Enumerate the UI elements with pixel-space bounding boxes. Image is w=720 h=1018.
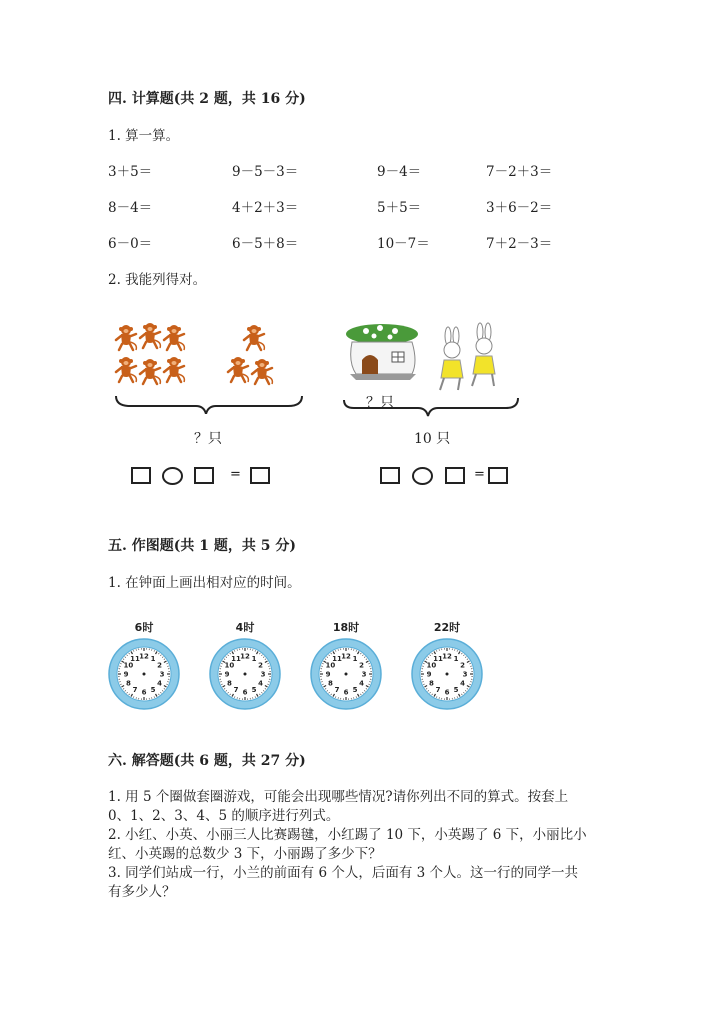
clock-face[interactable] [310, 638, 382, 710]
clock-number: 5 [251, 686, 257, 695]
clock-number: 4 [157, 679, 163, 688]
clock-number: 12 [442, 652, 452, 661]
clock-number: 11 [130, 654, 140, 663]
operator-circle[interactable] [412, 467, 433, 485]
clock-label: 22时 [433, 621, 461, 634]
clock-number: 4 [460, 679, 466, 688]
arith-item: 3＋5＝ [108, 164, 153, 180]
q1-draw-label: 1. 在钟面上画出相对应的时间。 [108, 575, 301, 591]
clock-number: 9 [426, 670, 432, 679]
text-line: 有多少人？ [108, 884, 176, 900]
arith-item: 4＋2＋3＝ [232, 200, 299, 216]
clock-number: 12 [240, 652, 250, 661]
clock-number: 5 [453, 686, 459, 695]
equals-sign: = [474, 467, 485, 482]
clock-number: 6 [242, 688, 248, 697]
clock-label: 4时 [235, 621, 255, 634]
clock-number: 4 [359, 679, 365, 688]
monkey-group-right [228, 325, 272, 384]
left-brace-label: ？只 [194, 431, 222, 447]
arith-item: 7＋2－3＝ [486, 236, 553, 252]
operator-circle[interactable] [162, 467, 183, 485]
arith-item: 7－2＋3＝ [486, 164, 553, 180]
clock-number: 5 [352, 686, 358, 695]
clock-face[interactable] [108, 638, 180, 710]
clock-number: 8 [125, 679, 131, 688]
clock-number: 6 [343, 688, 349, 697]
clock-center [345, 673, 348, 676]
clock-number: 7 [132, 686, 138, 695]
clock-number: 4 [258, 679, 264, 688]
arith-item: 6－0＝ [108, 236, 153, 252]
arith-item: 3＋6－2＝ [486, 200, 553, 216]
clock-number: 8 [226, 679, 232, 688]
clock-number: 1 [453, 654, 459, 663]
clock-center [244, 673, 247, 676]
clock-number: 9 [123, 670, 129, 679]
clock-number: 8 [327, 679, 333, 688]
q2-label: 2. 我能列得对。 [108, 272, 207, 288]
clock-number: 3 [159, 670, 165, 679]
clock-number: 2 [359, 661, 365, 670]
arith-item: 8－4＝ [108, 200, 153, 216]
clock-center [446, 673, 449, 676]
arith-item: 5＋5＝ [377, 200, 422, 216]
monkeys-illustration [112, 318, 312, 414]
clock-number: 2 [157, 661, 163, 670]
clock-number: 1 [352, 654, 358, 663]
section4-title: 四. 计算题(共 2 题，共 16 分) [108, 91, 306, 107]
answer-box[interactable] [445, 467, 465, 484]
text-line: 1. 用 5 个圈做套圈游戏，可能会出现哪些情况?请你列出不同的算式。按套上 [108, 789, 569, 805]
monkey-group-left [116, 323, 184, 384]
answer-box[interactable] [488, 467, 508, 484]
mushroom-house-icon [346, 324, 418, 380]
clock-number: 12 [341, 652, 351, 661]
clock-number: 2 [258, 661, 264, 670]
clock-number: 3 [462, 670, 468, 679]
clock-number: 11 [332, 654, 342, 663]
clock-number: 11 [433, 654, 443, 663]
clock-number: 3 [260, 670, 266, 679]
clock-number: 9 [325, 670, 331, 679]
clock-number: 10 [123, 661, 134, 670]
section6-title: 六. 解答题(共 6 题，共 27 分) [108, 753, 306, 769]
text-line: 3. 同学们站成一行，小兰的前面有 6 个人，后面有 3 个人。这一行的同学一共 [108, 865, 579, 881]
clock-number: 9 [224, 670, 230, 679]
clock-number: 10 [224, 661, 235, 670]
clock-center [143, 673, 146, 676]
answer-box[interactable] [250, 467, 270, 484]
right-brace-label: 10 只 [414, 431, 451, 447]
clock-number: 11 [231, 654, 241, 663]
text-line: 2. 小红、小英、小丽三人比赛踢毽，小红踢了 10 下，小英踢了 6 下，小丽比小 [108, 827, 587, 843]
clock-face[interactable] [209, 638, 281, 710]
clock-number: 1 [150, 654, 156, 663]
clock-number: 6 [141, 688, 147, 697]
clock-label: 18时 [332, 621, 360, 634]
rabbit-icon [440, 327, 463, 390]
text-line: 0、1、2、3、4、5 的顺序进行列式。 [108, 808, 340, 824]
clock-number: 2 [460, 661, 466, 670]
clock-face[interactable] [411, 638, 483, 710]
clock-number: 5 [150, 686, 156, 695]
clock-number: 10 [426, 661, 437, 670]
equals-sign: = [230, 467, 241, 482]
answer-box[interactable] [380, 467, 400, 484]
clock-number: 7 [435, 686, 441, 695]
section5-title: 五. 作图题(共 1 题，共 5 分) [108, 538, 296, 554]
arith-item: 10－7＝ [377, 236, 430, 252]
arith-item: 9－4＝ [377, 164, 422, 180]
answer-box[interactable] [131, 467, 151, 484]
clock-number: 3 [361, 670, 367, 679]
clock-number: 7 [233, 686, 239, 695]
clock-number: 6 [444, 688, 450, 697]
right-top-label: ？只 [366, 395, 394, 411]
clock-number: 8 [428, 679, 434, 688]
rabbit-icon [472, 323, 495, 386]
text-line: 红、小英踢的总数少 3 下，小丽踢了多少下？ [108, 846, 382, 862]
arith-item: 9－5－3＝ [232, 164, 299, 180]
clock-label: 6时 [134, 621, 154, 634]
answer-box[interactable] [194, 467, 214, 484]
clock-number: 10 [325, 661, 336, 670]
clock-number: 12 [139, 652, 149, 661]
q1-label: 1. 算一算。 [108, 128, 180, 144]
clock-number: 1 [251, 654, 257, 663]
arith-item: 6－5＋8＝ [232, 236, 299, 252]
clock-number: 7 [334, 686, 340, 695]
